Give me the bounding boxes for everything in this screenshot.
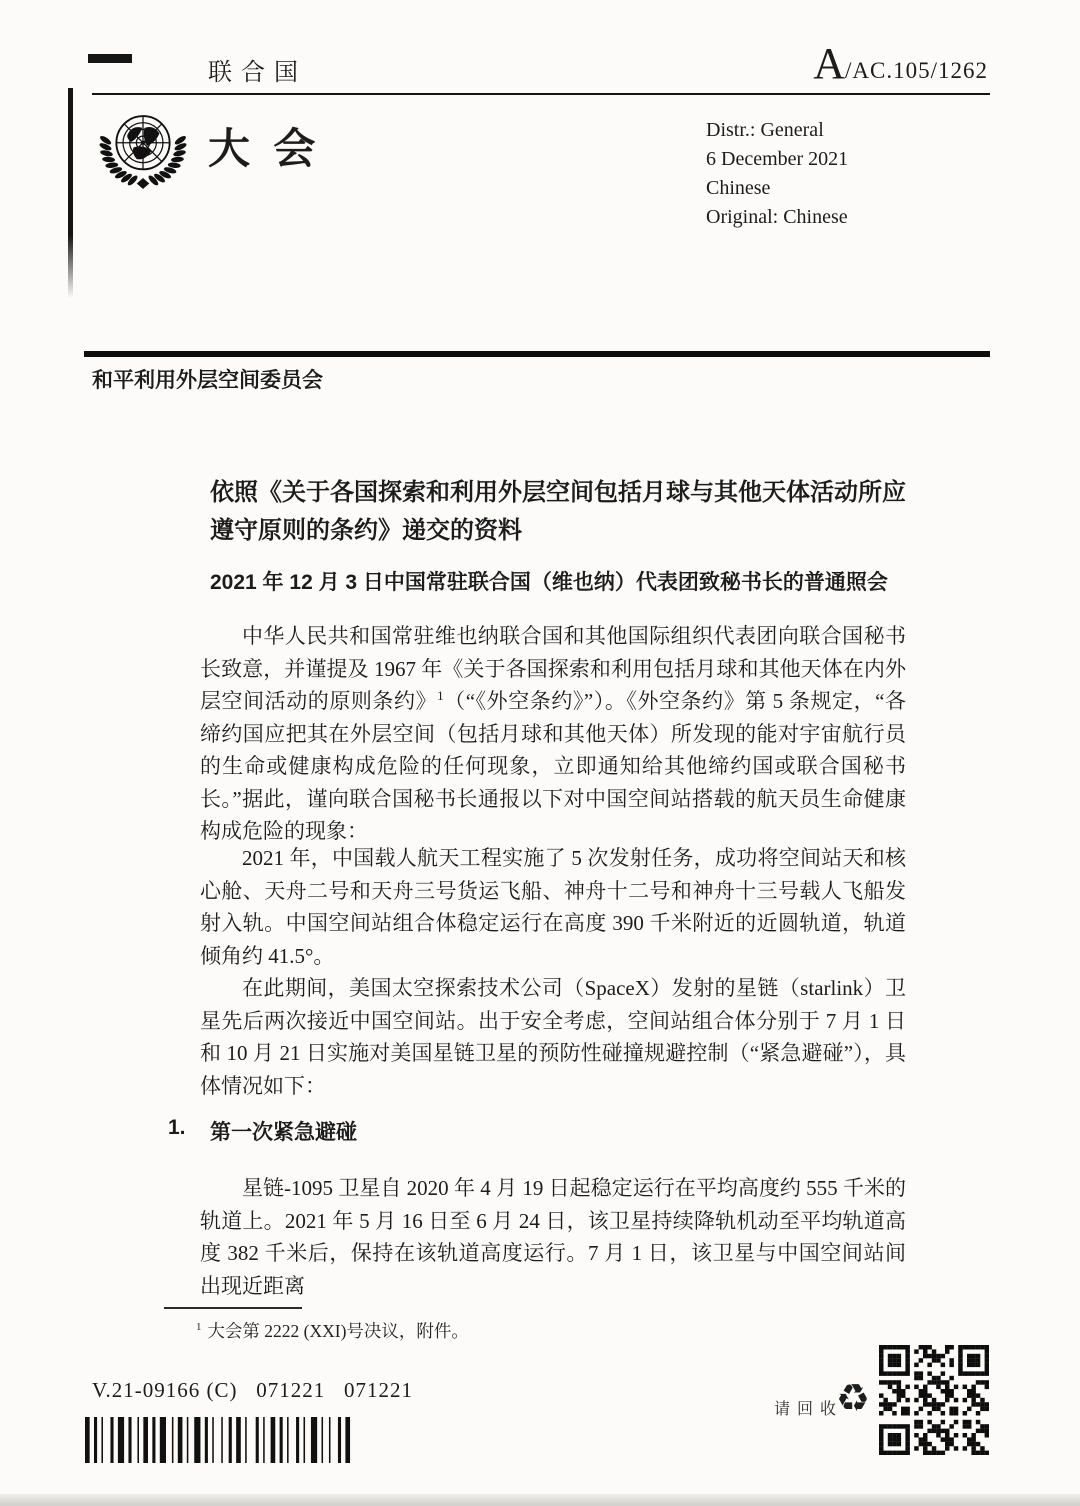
distribution-block — [706, 116, 848, 232]
footnote-marker: 1 — [196, 1321, 202, 1334]
footnote-text: 大会第 2222 (XXI)号决议，附件。 — [207, 1321, 469, 1341]
paragraph-4: 星链-1095 卫星自 2020 年 4 月 19 日起稳定运行在平均高度约 555 千米的轨道上。2021 年 5 月 16 日至 6 月 24 日，该卫星持续降轨机动至平均轨道高度 382 千米后，保持在该轨道高度运行。7 月 1 日，该卫星与中国空间站间出现近距离 — [200, 1176, 906, 1298]
recycle-icon: ♻ — [836, 1376, 871, 1420]
un-name-chinese: 联合国 — [208, 60, 307, 86]
paragraph-1 — [200, 620, 906, 848]
un-emblem-icon — [96, 102, 190, 196]
paragraph-2: 2021 年，中国载人航天工程实施了 5 次发射任务，成功将空间站天和核心舱、天舟二号和天舟三号货运飞船、神舟十二号和神舟十三号载人飞船发射入轨。中国空间站组合体稳定运行在高度 390 千米附近的近圆轨道，轨道倾角约 41.5°。 — [200, 846, 906, 968]
document-symbol-rest: /AC.105/1262 — [845, 58, 988, 83]
header-rule-thick — [84, 351, 990, 357]
qr-code — [879, 1345, 989, 1455]
date-line: 6 December 2021 — [706, 148, 849, 170]
page-bottom-edge — [0, 1494, 1080, 1506]
barcode — [85, 1417, 391, 1463]
distr-line: Distr.: General — [706, 119, 824, 141]
section-1-number: 1. — [168, 1116, 186, 1139]
header-rule-thin — [92, 93, 990, 95]
document-symbol — [813, 39, 988, 88]
section-1-title: 第一次紧急避碰 — [210, 1121, 357, 1144]
footnote — [196, 1318, 469, 1343]
footnote-separator — [164, 1307, 302, 1309]
recycle-label: 请回收 — [774, 1401, 844, 1418]
job-number: V.21-09166 (C) 071221 071221 — [92, 1378, 413, 1402]
document-title: 依照《关于各国探索和利用外层空间包括月球与其他天体活动所应遵守原则的条约》递交的资料 — [210, 479, 906, 544]
assembly-title: 大 会 — [208, 125, 316, 172]
footnote-reference: 1 — [437, 688, 444, 703]
paragraph-3: 在此期间，美国太空探索技术公司（SpaceX）发射的星链（starlink）卫星先后两次接近中国空间站。出于安全考虑，空间站组合体分别于 7 月 1 日和 10 月 21 日实施对美国星链卫星的预防性碰撞规避控制（“紧急避碰”），具体情况如下： — [200, 976, 906, 1098]
section-1-heading — [168, 1116, 357, 1146]
paragraph-1-text: 中华人民共和国常驻维也纳联合国和其他国际组织代表团向联合国秘书长致意，并谨提及 1967 年《关于各国探索和利用包括月球和其他天体在内外层空间活动的原则条约》 — [200, 624, 906, 713]
note-verbale-title: 2021 年 12 月 3 日中国常驻联合国（维也纳）代表团致秘书长的普通照会 — [210, 571, 888, 594]
committee-name: 和平利用外层空间委员会 — [92, 369, 323, 392]
language-line: Chinese — [706, 177, 771, 199]
paragraph-1-text-cont: （“《外空条约》”）。《外空条约》第 5 条规定，“各缔约国应把其在外层空间（包括月球和其他天体）所发现的能对宇宙航行员的生命或健康构成危险的任何现象，立即通知给其他缔约国或联合国秘书长。”据此，谨向联合国秘书长通报以下对中国空间站搭载的航天员生命健康构成危险的现象： — [200, 689, 907, 843]
scan-artifact-edge-line — [68, 88, 73, 298]
scan-artifact-dash — [88, 54, 132, 63]
document-symbol-initial: A — [813, 39, 846, 88]
original-language-line: Original: Chinese — [706, 206, 848, 228]
